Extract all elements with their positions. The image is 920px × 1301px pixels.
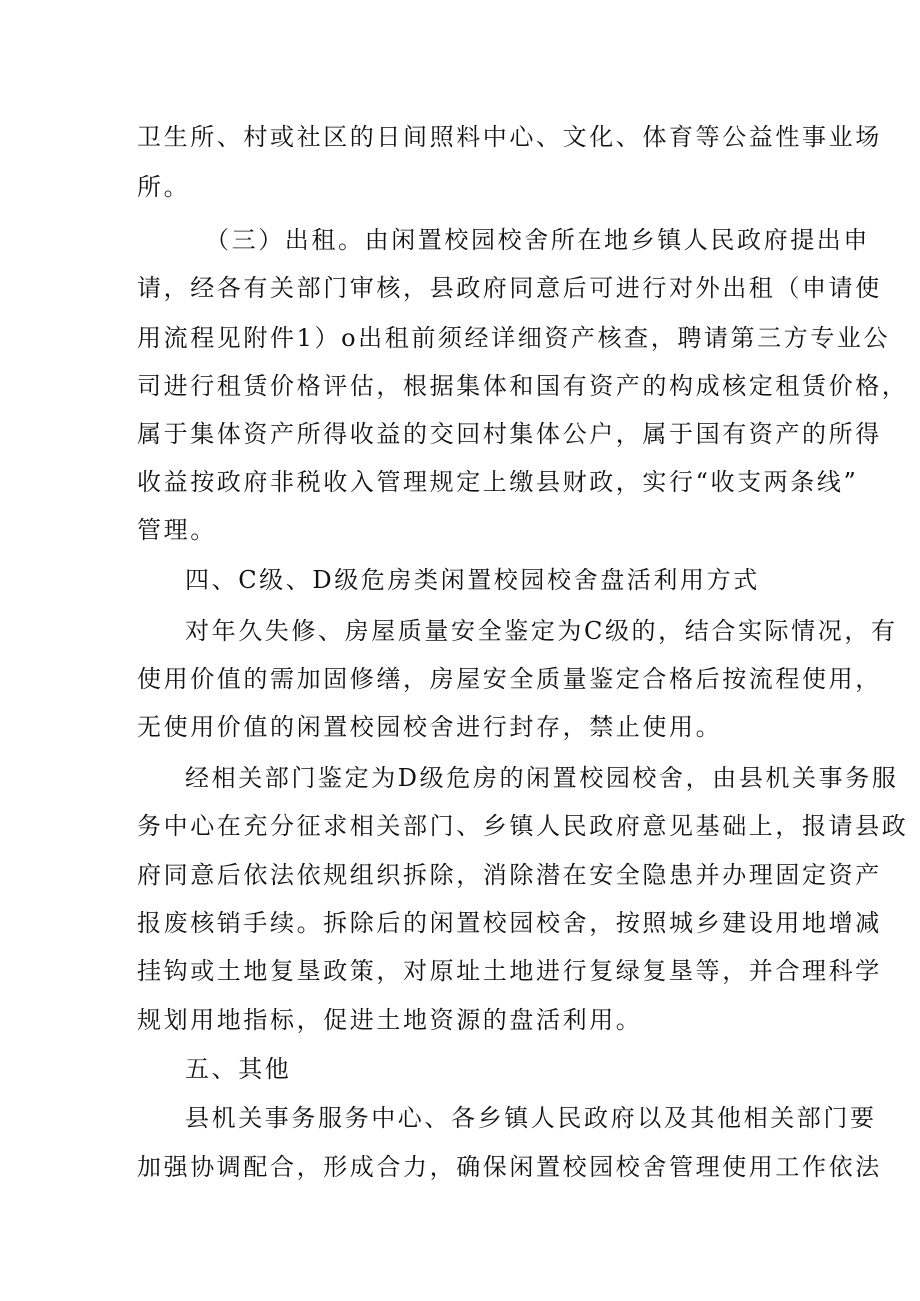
text-line-5: 用流程见附件1）o出租前须经详细资产核查，聘请第三方专业公	[137, 324, 891, 352]
text-line-1: 卫生所、村或社区的日间照料中心、文化、体育等公益性事业场	[137, 123, 882, 151]
text-line-16: 府同意后依法依规组织拆除，消除潜在安全隐患并办理固定资产	[137, 861, 882, 889]
text-line-19: 规划用地指标，促进土地资源的盘活利用。	[137, 1006, 643, 1034]
text-line-6: 司进行租赁价格评估，根据集体和国有资产的构成核定租赁价格，	[137, 372, 909, 400]
text-line-7: 属于集体资产所得收益的交回村集体公户，属于国有资产的所得	[137, 420, 882, 448]
text-line-11: 对年久失修、房屋质量安全鉴定为C级的，结合实际情况，有	[185, 617, 898, 645]
text-line-13: 无使用价值的闲置校园校舍进行封存，禁止使用。	[137, 713, 723, 741]
text-line-21: 县机关事务服务中心、各乡镇人民政府以及其他相关部门要	[185, 1104, 877, 1132]
text-line-9: 管理。	[137, 516, 217, 544]
text-line-2: 所。	[137, 173, 191, 201]
text-line-22: 加强协调配合，形成合力，确保闲置校园校舍管理使用工作依法	[137, 1153, 882, 1181]
text-line-14: 经相关部门鉴定为D级危房的闲置校园校舍，由县机关事务服	[185, 764, 899, 792]
text-line-8: 收益按政府非税收入管理规定上缴县财政，实行“收支两条线”	[137, 468, 859, 496]
text-line-12: 使用价值的需加固修缮，房屋安全质量鉴定合格后按流程使用，	[137, 665, 882, 693]
section-3-heading-line: （三）出租。由闲置校园校舍所在地乡镇人民政府提出申	[205, 226, 870, 254]
text-line-15: 务中心在充分征求相关部门、乡镇人民政府意见基础上，报请县政	[137, 812, 909, 840]
section-5-heading: 五、其他	[185, 1055, 292, 1083]
text-line-4: 请，经各有关部门审核，县政府同意后可进行对外出租（申请使	[137, 274, 882, 302]
section-4-heading: 四、C级、D级危房类闲置校园校舍盘活利用方式	[185, 566, 760, 594]
text-line-18: 挂钩或土地复垦政策，对原址土地进行复绿复垦等，并合理科学	[137, 957, 882, 985]
text-line-17: 报废核销手续。拆除后的闲置校园校舍，按照城乡建设用地增减	[137, 909, 882, 937]
